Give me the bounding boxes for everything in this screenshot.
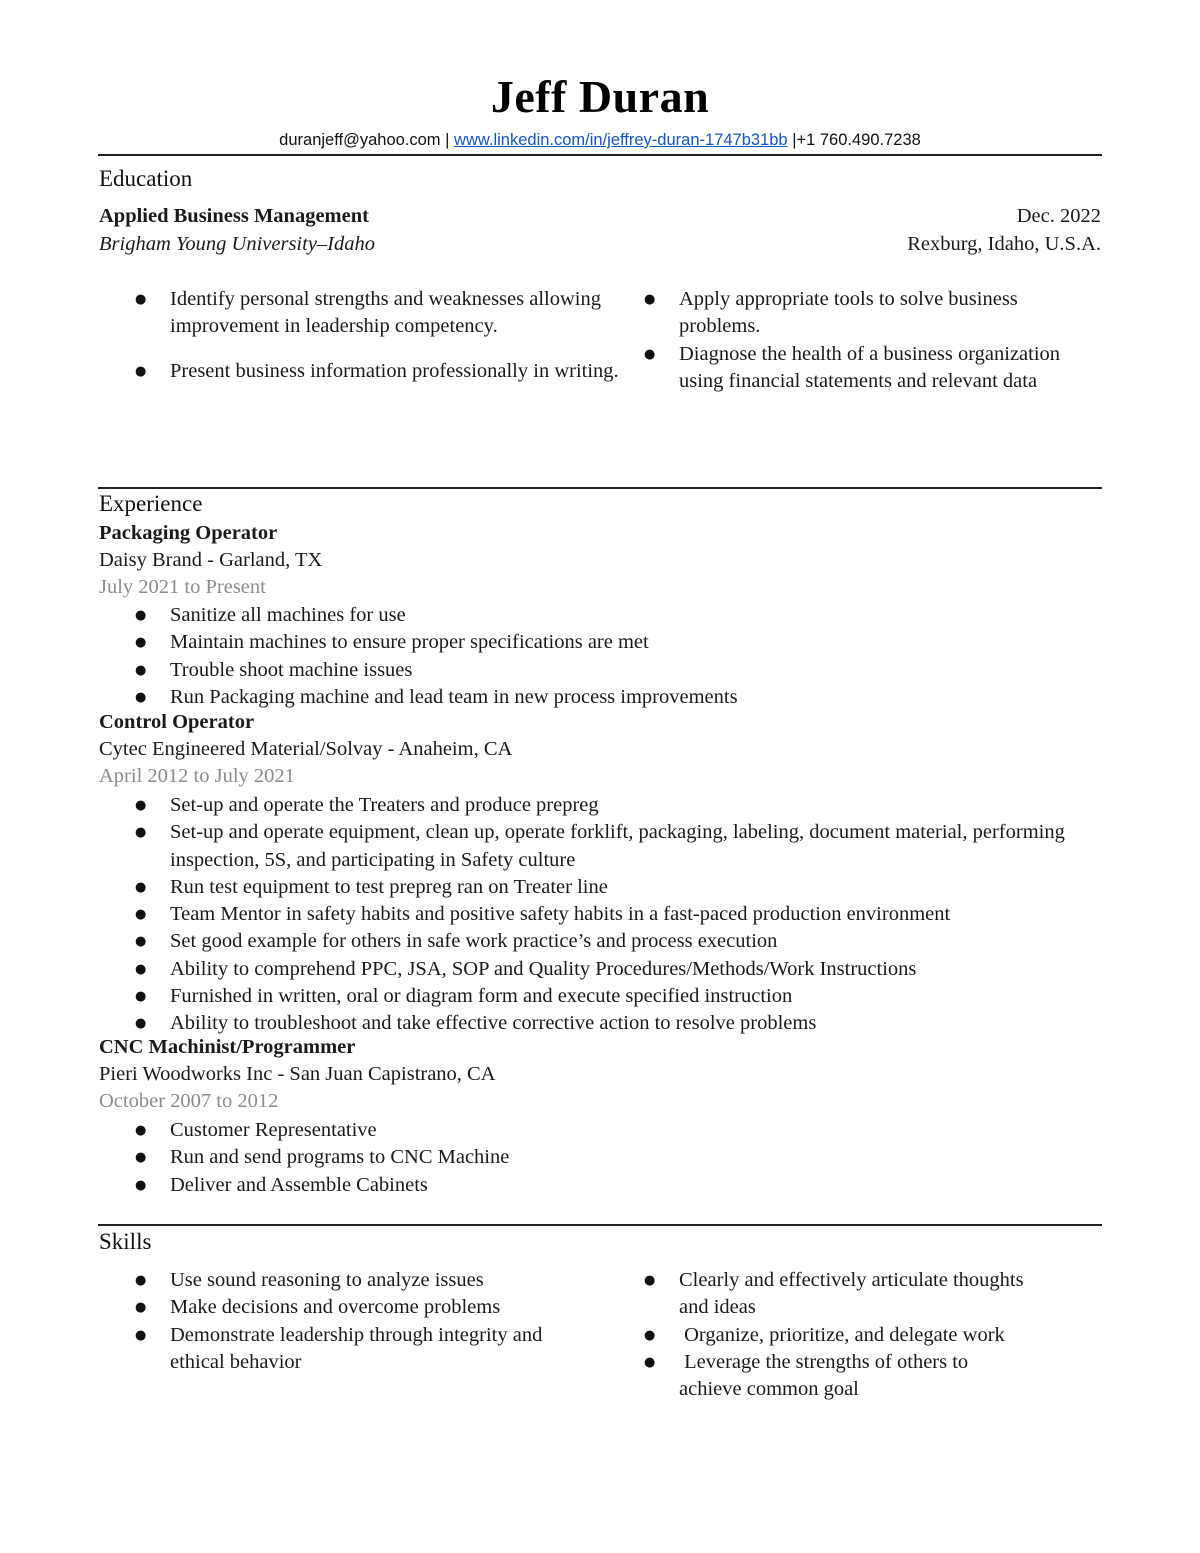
job-title: Control Operator (99, 711, 255, 733)
skills-left (99, 1267, 589, 1376)
job-company: Daisy Brand - Garland, TX (99, 549, 323, 571)
job-company: Cytec Engineered Material/Solvay - Anaheim, CA (99, 738, 513, 760)
job-dates: July 2021 to Present (99, 576, 266, 598)
list-item: ● Maintain machines to ensure proper specifications are met (99, 629, 1102, 656)
job-title: CNC Machinist/Programmer (99, 1036, 356, 1058)
skills-right (608, 1267, 1028, 1403)
job-title: Packaging Operator (99, 522, 278, 544)
experience-heading: Experience (99, 491, 203, 516)
list-item: ● Apply appropriate tools to solve business problems. (608, 286, 1102, 341)
job-bullets (99, 602, 1102, 711)
contact-line (0, 131, 1200, 150)
list-item: ● Ability to comprehend PPC, JSA, SOP and Quality Procedures/Methods/Work Instructions (99, 956, 1102, 983)
list-item: ● Diagnose the health of a business organization using financial statements and relevant data (608, 341, 1102, 396)
graduation-date: Dec. 2022 (1016, 205, 1101, 227)
list-item: ● Demonstrate leadership through integrity and ethical behavior (99, 1322, 589, 1377)
list-item: ● Run test equipment to test prepreg ran on Treater line (99, 874, 1102, 901)
education-bullets-left (99, 286, 619, 385)
job-bullets (99, 1117, 1102, 1199)
list-item: ● Clearly and effectively articulate thoughts and ideas (608, 1267, 1028, 1322)
school-location: Rexburg, Idaho, U.S.A. (907, 233, 1101, 255)
list-item: ● Set good example for others in safe work practice’s and process execution (99, 928, 1102, 955)
phone-text: +1 760.490.7238 (796, 131, 921, 149)
email-text: duranjeff@yahoo.com (279, 131, 441, 149)
job-bullets (99, 792, 1102, 1038)
list-item: ● Leverage the strengths of others to achieve common goal (608, 1349, 1028, 1404)
list-item: ● Sanitize all machines for use (99, 602, 1102, 629)
list-item: ● Run Packaging machine and lead team in new process improvements (99, 684, 1102, 711)
job-company: Pieri Woodworks Inc - San Juan Capistrano, CA (99, 1063, 496, 1085)
contact-separator: | (445, 131, 450, 149)
list-item: ● Team Mentor in safety habits and positive safety habits in a fast-paced production environment (99, 901, 1102, 928)
contact-separator: | (792, 131, 797, 149)
job-dates: April 2012 to July 2021 (99, 765, 295, 787)
list-item: ● Organize, prioritize, and delegate work (608, 1322, 1028, 1349)
skills-heading: Skills (99, 1229, 152, 1254)
candidate-name: Jeff Duran (490, 71, 710, 122)
job-dates: October 2007 to 2012 (99, 1090, 279, 1112)
header-divider (98, 154, 1102, 156)
list-item: ● Deliver and Assemble Cabinets (99, 1172, 1102, 1199)
list-item: ● Trouble shoot machine issues (99, 657, 1102, 684)
list-item: ● Run and send programs to CNC Machine (99, 1144, 1102, 1171)
education-bullets-right (608, 286, 1102, 395)
list-item: ● Present business information professionally in writing. (99, 358, 619, 385)
list-item: ● Set-up and operate equipment, clean up, operate forklift, packaging, labeling, document material, performing inspection, 5S, and participating in Safety culture (99, 819, 1102, 874)
list-item: ● Customer Representative (99, 1117, 1102, 1144)
education-heading: Education (99, 166, 193, 191)
school-name: Brigham Young University–Idaho (99, 233, 375, 255)
section-divider (98, 487, 1102, 489)
degree-title: Applied Business Management (99, 205, 369, 227)
list-item: ● Ability to troubleshoot and take effective corrective action to resolve problems (99, 1010, 1102, 1037)
list-item: ● Furnished in written, oral or diagram form and execute specified instruction (99, 983, 1102, 1010)
list-item: ● Use sound reasoning to analyze issues (99, 1267, 589, 1294)
section-divider (98, 1224, 1102, 1226)
linkedin-link[interactable]: www.linkedin.com/in/jeffrey-duran-1747b31bb (454, 131, 788, 149)
list-item: ● Identify personal strengths and weaknesses allowing improvement in leadership competency. (99, 286, 619, 341)
list-item: ● Make decisions and overcome problems (99, 1294, 589, 1321)
list-item: ● Set-up and operate the Treaters and produce prepreg (99, 792, 1102, 819)
